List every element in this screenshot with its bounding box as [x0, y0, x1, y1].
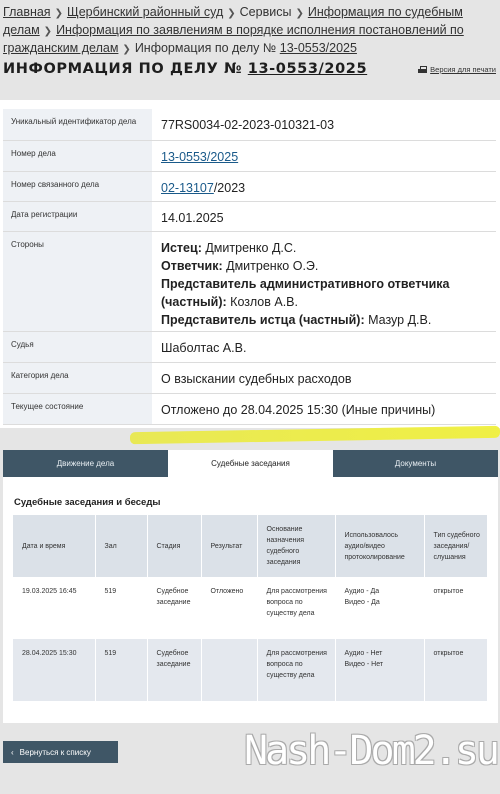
col-datetime: Дата и время [13, 515, 95, 577]
party-plaintiff-rep: Представитель истца (частный): Мазур Д.В. [161, 312, 432, 327]
case-tabs [3, 450, 498, 477]
sessions-panel [3, 477, 498, 723]
sessions-table [13, 515, 488, 701]
case-number-link[interactable]: 13-0553/2025 [161, 149, 239, 164]
watermark: Nash-Dom2.su [244, 728, 497, 774]
printer-icon [418, 66, 427, 74]
case-info-table [3, 109, 496, 425]
judge-value: Шаболтас А.В. [152, 331, 496, 362]
cell-recording: Аудио - Нет Видео - Нет [335, 639, 424, 701]
case-number-label: Номер дела [3, 140, 152, 171]
cell-reason: Для рассмотрения вопроса по существу дела [257, 639, 335, 701]
breadcrumb [3, 4, 497, 58]
title-case-link[interactable]: 13-0553/2025 [247, 61, 368, 77]
breadcrumb-current: Информация по делу № 13-0553/2025 [134, 41, 357, 55]
cell-stage: Судебное заседание [147, 639, 201, 701]
uid-label: Уникальный идентификатор дела [3, 109, 152, 140]
registration-date-label: Дата регистрации [3, 201, 152, 231]
table-row [13, 577, 487, 639]
col-reason: Основание назначения судебного заседания [257, 515, 335, 577]
page-title: ИНФОРМАЦИЯ ПО ДЕЛУ № 13-0553/2025 [3, 61, 368, 77]
category-value: О взыскании судебных расходов [152, 362, 496, 393]
status-label: Текущее состояние [3, 393, 152, 424]
judge-label: Судья [3, 331, 152, 362]
breadcrumb-case-info[interactable]: Информация по судебным делам [3, 5, 463, 37]
breadcrumb-current-case-link[interactable]: 13-0553/2025 [279, 41, 357, 55]
sessions-header-row [13, 515, 487, 577]
uid-value: 77RS0034-02-2023-010321-03 [152, 109, 496, 140]
related-case-link[interactable]: 02-13107 [161, 180, 214, 195]
sessions-heading: Судебные заседания и беседы [14, 497, 161, 508]
cell-session-type: открытое [424, 639, 487, 701]
cell-room: 519 [95, 577, 147, 639]
chevron-right-icon: ❯ [54, 8, 63, 19]
tab-documents[interactable]: Документы [333, 450, 498, 477]
category-label: Категория дела [3, 362, 152, 393]
chevron-right-icon: ❯ [122, 44, 131, 55]
party-plaintiff: Истец: Дмитренко Д.С. [161, 240, 297, 255]
breadcrumb-execution[interactable]: Информация по заявлениям в порядке исполнения постановлений по гражданским делам [3, 23, 464, 55]
cell-result [201, 639, 257, 701]
breadcrumb-services: Сервисы [239, 5, 292, 19]
cell-room: 519 [95, 639, 147, 701]
cell-datetime: 19.03.2025 16:45 [13, 577, 95, 639]
cell-recording: Аудио - Да Видео - Да [335, 577, 424, 639]
parties-label: Стороны [3, 231, 152, 331]
cell-stage: Судебное заседание [147, 577, 201, 639]
related-case-value: 02-13107/2023 [152, 171, 496, 201]
related-case-label: Номер связанного дела [3, 171, 152, 201]
case-info-card [0, 100, 500, 428]
table-row [13, 639, 487, 701]
chevron-right-icon: ❯ [43, 26, 53, 37]
highlighter-mark [130, 426, 500, 444]
party-admin-rep: Представитель административного ответчика (частный): Козлов А.В. [161, 276, 450, 309]
cell-session-type: открытое [424, 577, 487, 639]
party-defendant: Ответчик: Дмитренко О.Э. [161, 258, 319, 273]
print-version-link[interactable]: Версия для печати [418, 65, 496, 74]
cell-result: Отложено [201, 577, 257, 639]
chevron-right-icon: ❯ [227, 8, 236, 19]
cell-reason: Для рассмотрения вопроса по существу дела [257, 577, 335, 639]
registration-date-value: 14.01.2025 [152, 201, 496, 231]
tab-case-movement[interactable]: Движение дела [3, 450, 168, 477]
col-session-type: Тип судебного заседания/ слушания [424, 515, 487, 577]
cell-datetime: 28.04.2025 15:30 [13, 639, 95, 701]
breadcrumb-court[interactable]: Щербинский районный суд [66, 5, 224, 19]
status-value: Отложено до 28.04.2025 15:30 (Иные причины) [152, 393, 496, 424]
title-row [3, 61, 497, 83]
tab-court-sessions[interactable]: Судебные заседания [168, 450, 333, 477]
col-room: Зал [95, 515, 147, 577]
parties-value [152, 231, 496, 331]
back-to-list-button[interactable]: ‹ Вернуться к списку [3, 741, 118, 763]
chevron-left-icon: ‹ [11, 747, 14, 757]
col-recording: Использовалось аудио/видео протоколирование [335, 515, 424, 577]
col-stage: Стадия [147, 515, 201, 577]
breadcrumb-home[interactable]: Главная [3, 5, 51, 19]
chevron-right-icon: ❯ [295, 8, 304, 19]
col-result: Результат [201, 515, 257, 577]
